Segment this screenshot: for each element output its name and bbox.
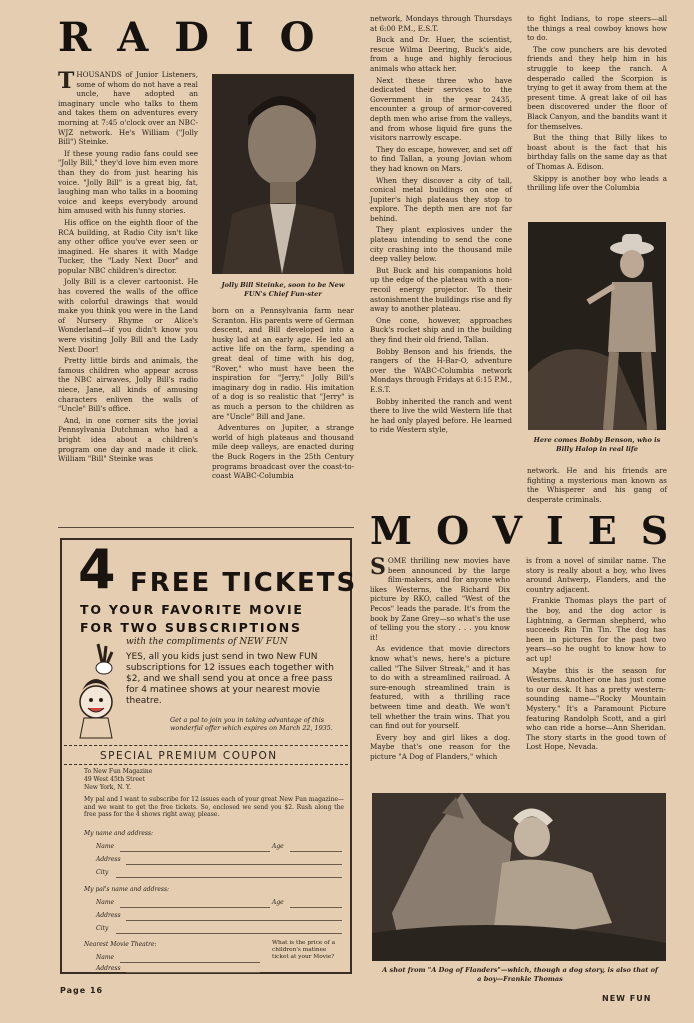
pal-age-field[interactable] xyxy=(290,907,342,908)
photo2-caption: Here comes Bobby Benson, who is Billy Halop in real life xyxy=(533,436,661,453)
drop-cap: S xyxy=(370,554,386,580)
ad-compliments: with the compliments of NEW FUN xyxy=(126,637,288,647)
movie-photo-caption: A shot from "A Dog of Flanders"—which, though a dog story, is also that of a boy—Frankie Thomas xyxy=(382,966,658,983)
coupon-cut-line-2 xyxy=(64,764,348,765)
pal-city-field[interactable] xyxy=(116,933,342,934)
ad-subtitle-2: FOR TWO SUBSCRIPTIONS xyxy=(80,620,302,635)
pal-age-label: Age xyxy=(272,899,284,906)
coupon-cut-line xyxy=(64,745,348,746)
ad-number: 4 xyxy=(78,538,116,601)
movies-column-1: SOME thrilling new movies have been announced by the large film-makers, and for anyone who likes Westerns, the Richard Dix picture by RKO, called "West of the Pecos" leads the parade. It's from the book by Zane Grey—so what's the use of telling you the story . . . you know it! As evidence that movie directors know what's news, here's a picture called "The Silver Streak," and it has to do with a streamlined railroad. A sure-enough streamlined train is featured, with a thrilling race between time and death. We won't tell whether the train wins. That you can find out for yourself. Every boy and girl likes a dog. Maybe that's one reason for the picture "A Dog of Flanders," which xyxy=(370,554,510,761)
pal-address-field[interactable] xyxy=(126,920,342,921)
my-city-field[interactable] xyxy=(116,877,342,878)
price-question: What is the price of a children's matinee ticket at your Movie? xyxy=(272,940,336,960)
cowboy-image xyxy=(528,222,666,430)
mascot-icon xyxy=(72,640,122,740)
name-label: Name xyxy=(96,843,115,850)
radio-column-1: THOUSANDS of Junior Listeners, some of whom do not have a real uncle, have adopted an imaginary uncle who talks to them and takes them on adventures every morning at 7:45 o'clock over an NBC-WJZ network. He's William ("Jolly Bill") Steinke. If these young radio fans could see "Jolly Bill," they'd love him even more than they do from just hearing his voice. "Jolly Bill" is a great big, fat, laughing man who talks in a booming voice and keeps everybody around him amused with his funny stories. His office on the eighth floor of the RCA building, at Radio City isn't like any other office you've ever seen or imagined. He shares it with Madge Tucker, the "Lady Next Door" and popular NBC children's director. Jolly Bill is a clever cartoonist. He has covered the walls of the office with colorful drawings that would make you think you were in the Land of Nursery Rhyme or Alice's Wonderland—if you didn't know you were visiting Jolly Bill and the Lady Next Door! Pretty little birds and animals, the famous children who appear across the NBC airwaves, Jolly Bill's radio niece, Jane, all kinds of amusing characters enliven the walls of "Uncle" Bill's office. And, in one corner sits the jovial Pennsylvania Dutchman who had a bright idea about a children's program one day and made it click. William "Bill" Steinke was xyxy=(58,68,198,464)
movie-still-image xyxy=(372,793,666,961)
address-label: Address xyxy=(96,856,121,863)
my-address-field[interactable] xyxy=(126,864,342,865)
ad-offer: YES, all you kids just send in two New FUN subscriptions for 12 issues each together with $2, and we shall send you at once a free pass for 4 matinee shows at your nearest movie theatre. xyxy=(126,652,334,706)
ad-subtitle-1: TO YOUR FAVORITE MOVIE xyxy=(80,602,304,617)
radio-column-4-end: network. He and his friends are fighting a mysterious man known as the Whisperer and his gang of desperate criminals. xyxy=(527,466,667,504)
section-divider xyxy=(58,527,354,528)
magazine-name: NEW FUN xyxy=(602,994,652,1003)
photo1-caption: Jolly Bill Steinke, soon to be New FUN's Chief Fun-ster xyxy=(221,281,345,298)
pal-address-label: Address xyxy=(96,912,121,919)
movies-heading: MOVIES xyxy=(370,508,693,553)
page-number: Page 16 xyxy=(60,986,104,995)
theatre-name-label: Name xyxy=(96,954,115,961)
radio-column-3: network, Mondays through Thursdays at 6:00 P.M., E.S.T. Buck and Dr. Huer, the scientist, rescue Wilma Deering, Buck's aide, from a huge and highly ferocious animals who attack her. Next these three who have dedicated their services to the Government in the year 2435, encounter a group of armor-covered depth men who arise from the valleys, and from whose liquid fire guns the visitors narrowly escape. They do escape, however, and set off to find Tallan, a young Jovian whom they had known on Mars. When they discover a city of tall, conical metal buildings on one of Jupiter's high plateaus they stop to explore. The depth men are not far behind. They plant explosives under the plateau intending to send the cone city crashing into the thousand mile deep valley below. But Buck and his companions hold up the edge of the plateau with a non-recoil energy projector. To their astonishment the buildings rise and fly away to another plateau. One cone, however, approaches Buck's rocket ship and in the building they find their old friend, Tallan. Bobby Benson and his friends, the rangers of the H-Bar-O, adventure over the WABC-Columbia network Mondays through Fridays at 6:15 P.M., E.S.T. Bobby inherited the ranch and went there to live the wild Western life that he had only played before. He learned to ride Western style, xyxy=(370,14,512,435)
theatre-label: Nearest Movie Theatre: xyxy=(84,941,157,948)
movies-column-2: is from a novel of similar name. The story is really about a boy, who lives around Antwerp, Flanders, and the country adjacent. Frankie Thomas plays the part of the boy, and the dog actor is Lightning, a German shepherd, who succeeds Rin Tin Tin. The dog has been in pictures for the past two years—so he ought to know how to act up! Maybe this is the season for Westerns. Another one has just come to our desk. It has a pretty western-sounding name—"Rocky Mountain Mystery." It's a Paramount Picture featuring Randolph Scott, and a girl who can ride a horse—Ann Sheridan. The story starts in the good town of Lost Hope, Nevada. xyxy=(526,556,666,752)
coupon-text: My pal and I want to subscribe for 12 issues each of your great New Fun magazine—and we want to get the free tickets. So, enclosed we send you $2. Rush along the free pass for the 4 shows right away, please. xyxy=(84,796,344,819)
portrait-image xyxy=(212,74,354,274)
pal-name-field[interactable] xyxy=(120,907,270,908)
my-name-field[interactable] xyxy=(120,851,270,852)
pal-name-label: My pal's name and address: xyxy=(84,886,170,893)
mascot-illustration xyxy=(72,640,122,740)
radio-column-4: to fight Indians, to rope steers—all the things a real cowboy knows how to do. The cow punchers are his devoted friends and they help him in his struggle to keep the ranch. A desperado called the Scorpion is trying to get it away from them at the present time. A great lake of oil has been discovered under the floor of Black Canyon, and the bandits want it for themselves. But the thing that Billy likes to boast about is the fact that his birthday falls on the same day as that of Thomas A. Edison. Skippy is another boy who leads a thrilling life over the Columbia xyxy=(527,14,667,193)
pal-name-field-label: Name xyxy=(96,899,115,906)
coupon-address: To New Fun Magazine 49 West 45th Street New York, N. Y. xyxy=(84,768,153,791)
radio-column-2: born on a Pennsylvania farm near Scranton. His parents were of German descent, and Bill developed into a husky lad at an early age. He led an active life on the farm, spending a great deal of time with his dog, "Rover," who must have been the inspiration for "Jerry," Jolly Bill's imaginary dog in radio. His imitation of a dog is so realistic that "Jerry" is as much a person to the children as are "Uncle" Bill and Jane. Adventures on Jupiter, a strange world of high plateaus and thousand mile deep valleys, are enacted during the Buck Rogers in the 25th Century programs broadcast over the coast-to-coast WABC-Columbia xyxy=(212,306,354,481)
bobby-benson-photo xyxy=(528,222,666,430)
dog-of-flanders-photo xyxy=(372,793,666,961)
coupon-title: SPECIAL PREMIUM COUPON xyxy=(100,750,278,762)
jolly-bill-photo xyxy=(212,74,354,274)
theatre-address-field[interactable] xyxy=(126,972,260,973)
age-label: Age xyxy=(272,843,284,850)
theatre-name-field[interactable] xyxy=(120,962,260,963)
pal-city-label: City xyxy=(96,925,109,932)
theatre-address-label: Address xyxy=(96,965,121,972)
radio-heading: RADIO xyxy=(58,14,341,61)
my-age-field[interactable] xyxy=(290,851,342,852)
my-name-label: My name and address: xyxy=(84,830,154,837)
ad-note: Get a pal to join you in taking advantage of this wonderful offer which expires on March 22, 1935. xyxy=(170,716,333,732)
drop-cap: T xyxy=(58,68,75,94)
ad-title: FREE TICKETS xyxy=(130,568,358,598)
city-label: City xyxy=(96,869,109,876)
